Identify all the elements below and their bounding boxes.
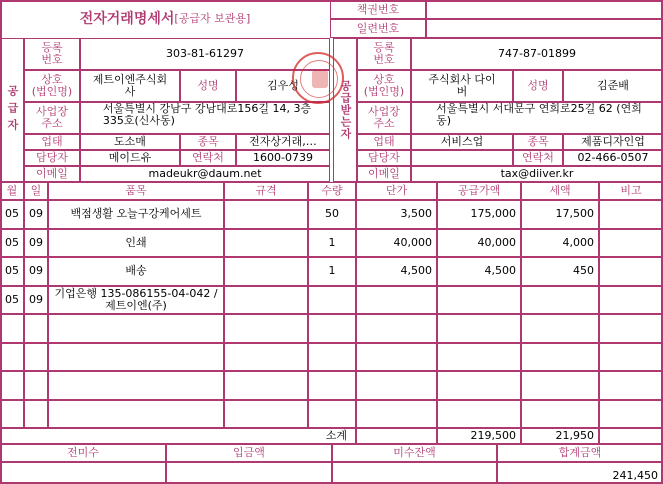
- cell-spec: [224, 371, 308, 400]
- supplier-company-label: 상호 (법인명): [24, 70, 80, 102]
- cell-note: [599, 371, 663, 400]
- serial-no-value: [426, 19, 663, 38]
- subtotal-note: [599, 428, 663, 444]
- supplier-address: 서울특별시 강남구 강남대로156길 14, 3층 335호(신사동): [80, 102, 330, 134]
- cell-qty: 1: [308, 257, 356, 286]
- cell-month: 05: [0, 200, 24, 229]
- supplier-email: madeukr@daum.net: [80, 166, 330, 182]
- cell-tax: [521, 314, 599, 343]
- cell-spec: [224, 400, 308, 429]
- cell-spec: [224, 257, 308, 286]
- serial-no-label: 일련번호: [330, 19, 426, 38]
- deposit-value: [166, 462, 332, 484]
- cell-item: 배송: [48, 257, 224, 286]
- cell-note: [599, 200, 663, 229]
- cell-unit-price: 4,500: [356, 257, 437, 286]
- supplier-business-item: 전자상거래,…: [236, 134, 330, 150]
- cell-supply: [437, 314, 521, 343]
- receiver-name-label: 성명: [513, 70, 563, 102]
- receiver-company-label: 상호 (법인명): [357, 70, 411, 102]
- supplier-contact-label: 연락처: [180, 150, 236, 166]
- receiver-business-item-label: 종목: [513, 134, 563, 150]
- cell-qty: [308, 343, 356, 372]
- cell-item: [48, 314, 224, 343]
- cell-spec: [224, 314, 308, 343]
- deposit-label: 입금액: [166, 444, 332, 462]
- cell-unit-price: [356, 400, 437, 429]
- book-no-value: [426, 0, 663, 19]
- receiver-contact: 02-466-0507: [563, 150, 663, 166]
- header-qty: 수량: [308, 182, 356, 200]
- supplier-address-label: 사업장 주소: [24, 102, 80, 134]
- receiver-business-type: 서비스업: [411, 134, 513, 150]
- cell-supply: [437, 343, 521, 372]
- frame-top: [0, 0, 663, 2]
- supplier-name: 김우성: [236, 70, 330, 102]
- supplier-contact: 1600-0739: [236, 150, 330, 166]
- total-value: 241,450: [497, 462, 663, 484]
- subtotal-tax: 21,950: [521, 428, 599, 444]
- cell-supply: 4,500: [437, 257, 521, 286]
- cell-item: [48, 400, 224, 429]
- cell-day: 09: [24, 200, 48, 229]
- cell-spec: [224, 343, 308, 372]
- receiver-business-type-label: 업태: [357, 134, 411, 150]
- cell-tax: 17,500: [521, 200, 599, 229]
- unpaid-value: [332, 462, 497, 484]
- unpaid-label: 미수잔액: [332, 444, 497, 462]
- cell-month: [0, 371, 24, 400]
- cell-qty: [308, 314, 356, 343]
- cell-tax: 4,000: [521, 229, 599, 258]
- cell-unit-price: [356, 343, 437, 372]
- receiver-manager-label: 담당자: [357, 150, 411, 166]
- cell-qty: [308, 371, 356, 400]
- supplier-business-type: 도소매: [80, 134, 180, 150]
- cell-day: 09: [24, 257, 48, 286]
- cell-day: [24, 371, 48, 400]
- header-supply: 공급가액: [437, 182, 521, 200]
- cell-unit-price: [356, 286, 437, 315]
- cell-note: [599, 257, 663, 286]
- cell-month: 05: [0, 286, 24, 315]
- cell-supply: [437, 371, 521, 400]
- cell-month: [0, 314, 24, 343]
- supplier-reg-no: 303-81-61297: [80, 38, 330, 70]
- supplier-business-type-label: 업태: [24, 134, 80, 150]
- cell-day: [24, 314, 48, 343]
- cell-unit-price: 40,000: [356, 229, 437, 258]
- cell-item: 백점생활 오늘구강케어세트: [48, 200, 224, 229]
- cell-tax: [521, 400, 599, 429]
- cell-unit-price: [356, 314, 437, 343]
- receiver-address-label: 사업장 주소: [357, 102, 411, 134]
- cell-supply: 40,000: [437, 229, 521, 258]
- supplier-business-item-label: 종목: [180, 134, 236, 150]
- cell-supply: 175,000: [437, 200, 521, 229]
- cell-item: 기업은행 135-086155-04-042 / 제트이엔(주): [48, 286, 224, 315]
- supplier-side-label: 공급자: [0, 38, 24, 182]
- receiver-manager: [411, 150, 513, 166]
- cell-item: [48, 371, 224, 400]
- header-month: 월: [0, 182, 24, 200]
- prev-unpaid-value: [0, 462, 166, 484]
- cell-day: 09: [24, 229, 48, 258]
- receiver-contact-label: 연락처: [513, 150, 563, 166]
- header-item: 품목: [48, 182, 224, 200]
- cell-note: [599, 400, 663, 429]
- cell-month: 05: [0, 257, 24, 286]
- cell-qty: [308, 400, 356, 429]
- cell-note: [599, 343, 663, 372]
- cell-note: [599, 314, 663, 343]
- receiver-reg-no-label: 등록 번호: [357, 38, 411, 70]
- receiver-name: 김준배: [563, 70, 663, 102]
- supplier-manager: 메이드유: [80, 150, 180, 166]
- cell-spec: [224, 229, 308, 258]
- cell-item: 인쇄: [48, 229, 224, 258]
- header-note: 비고: [599, 182, 663, 200]
- title-sub: [공급자 보관용]: [174, 12, 251, 25]
- cell-unit-price: [356, 371, 437, 400]
- total-label: 합계금액: [497, 444, 663, 462]
- cell-unit-price: 3,500: [356, 200, 437, 229]
- supplier-company: 제트이엔주식회 사: [80, 70, 180, 102]
- header-tax: 세액: [521, 182, 599, 200]
- receiver-email: tax@diiver.kr: [411, 166, 663, 182]
- supplier-name-label: 성명: [180, 70, 236, 102]
- cell-tax: [521, 343, 599, 372]
- cell-day: [24, 343, 48, 372]
- supplier-reg-no-label: 등록 번호: [24, 38, 80, 70]
- receiver-email-label: 이메일: [357, 166, 411, 182]
- cell-month: 05: [0, 229, 24, 258]
- receiver-side-label: 공급받는자: [333, 38, 357, 182]
- cell-item: [48, 343, 224, 372]
- receiver-reg-no: 747-87-01899: [411, 38, 663, 70]
- header-unit-price: 단가: [356, 182, 437, 200]
- supplier-email-label: 이메일: [24, 166, 80, 182]
- cell-tax: 450: [521, 257, 599, 286]
- cell-month: [0, 400, 24, 429]
- cell-note: [599, 229, 663, 258]
- prev-unpaid-label: 전미수: [0, 444, 166, 462]
- cell-qty: 50: [308, 200, 356, 229]
- receiver-company: 주식회사 다이 버: [411, 70, 513, 102]
- cell-day: [24, 400, 48, 429]
- header-spec: 규격: [224, 182, 308, 200]
- cell-qty: [308, 286, 356, 315]
- subtotal-label: 소계: [0, 428, 356, 444]
- subtotal-unit-blank: [356, 428, 437, 444]
- supplier-manager-label: 담당자: [24, 150, 80, 166]
- cell-supply: [437, 400, 521, 429]
- cell-supply: [437, 286, 521, 315]
- book-no-label: 책권번호: [330, 0, 426, 19]
- receiver-business-item: 제품디자인업: [563, 134, 663, 150]
- subtotal-supply: 219,500: [437, 428, 521, 444]
- cell-tax: [521, 286, 599, 315]
- header-day: 일: [24, 182, 48, 200]
- cell-tax: [521, 371, 599, 400]
- cell-spec: [224, 200, 308, 229]
- cell-month: [0, 343, 24, 372]
- cell-note: [599, 286, 663, 315]
- cell-day: 09: [24, 286, 48, 315]
- title-main: 전자거래명세서: [79, 11, 175, 27]
- cell-spec: [224, 286, 308, 315]
- document-title: [0, 0, 330, 38]
- cell-qty: 1: [308, 229, 356, 258]
- receiver-address: 서울특별시 서대문구 연희로25길 62 (연희 동): [411, 102, 663, 134]
